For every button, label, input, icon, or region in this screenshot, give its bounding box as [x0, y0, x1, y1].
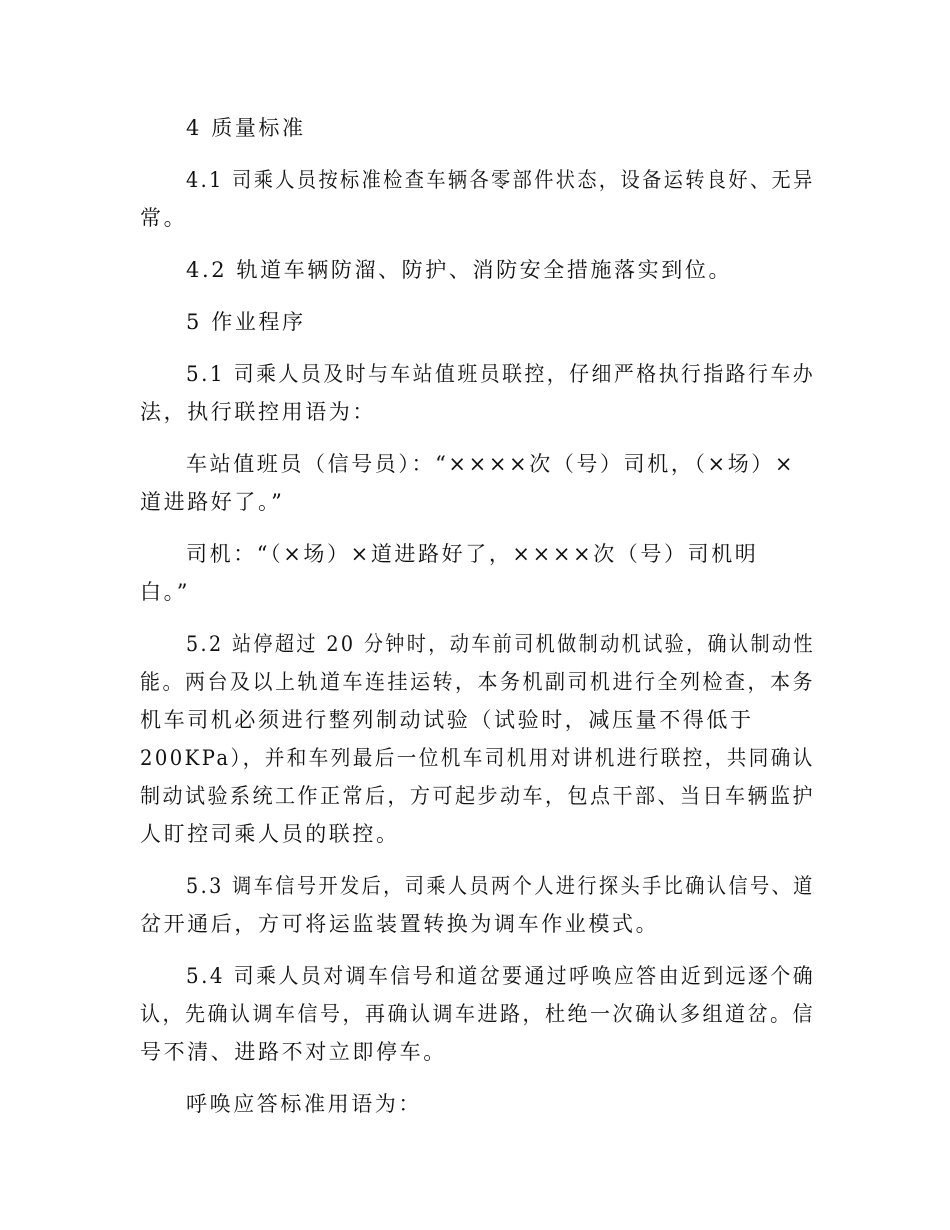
- paragraph-5-2-line-2: 能。两台及以上轨道车连挂运转，本务机副司机进行全列检查，本务: [140, 670, 816, 694]
- paragraph-4-1-line-2: 常。: [140, 206, 188, 230]
- paragraph-5-2-line-5: 制动试验系统工作正常后，方可起步动车，包点干部、当日车辆监护: [140, 784, 816, 808]
- paragraph-5-4-line-3: 号不清、进路不对立即停车。: [140, 1040, 447, 1064]
- paragraph-4-2-line-1: 4.2 轨道车辆防溜、防护、消防安全措施落实到位。: [186, 258, 733, 282]
- paragraph-5-2-line-4: 200KPa），并和车列最后一位机车司机用对讲机进行联控，共同确认: [140, 746, 815, 770]
- paragraph-5-3-line-1: 5.3 调车信号开发后，司乘人员两个人进行探头手比确认信号、道: [186, 874, 815, 898]
- paragraph-5-2-line-1: 5.2 站停超过 20 分钟时，动车前司机做制动机试验，确认制动性: [186, 632, 815, 656]
- paragraph-4-1-line-1: 4.1 司乘人员按标准检查车辆各零部件状态，设备运转良好、无异: [186, 168, 815, 192]
- paragraph-5-4-line-2: 认，先确认调车信号，再确认调车进路，杜绝一次确认多组道岔。信: [140, 1002, 816, 1026]
- dialogue-station-line-1: 车站值班员（信号员）：“××××次（号）司机，（×场）×: [186, 452, 796, 476]
- paragraph-5-3-line-2: 岔开通后，方可将运监装置转换为调车作业模式。: [140, 912, 660, 936]
- section-heading-4: 4 质量标准: [186, 116, 306, 140]
- dialogue-driver-line-1: 司机：“（×场）×道进路好了，××××次（号）司机明: [186, 542, 759, 566]
- section-heading-5: 5 作业程序: [186, 310, 306, 334]
- paragraph-5-1-line-2: 法，执行联控用语为：: [140, 400, 376, 424]
- paragraph-5-4-line-1: 5.4 司乘人员对调车信号和道岔要通过呼唤应答由近到远逐个确: [186, 964, 816, 988]
- paragraph-5-2-line-3: 机车司机必须进行整列制动试验（试验时，减压量不得低于: [140, 708, 754, 732]
- dialogue-driver-line-2: 白。”: [140, 580, 191, 604]
- paragraph-5-1-line-1: 5.1 司乘人员及时与车站值班员联控，仔细严格执行指路行车办: [186, 362, 816, 386]
- dialogue-station-line-2: 道进路好了。”: [140, 490, 285, 514]
- paragraph-5-2-line-6: 人盯控司乘人员的联控。: [140, 822, 400, 846]
- call-response-heading: 呼唤应答标准用语为：: [186, 1092, 422, 1116]
